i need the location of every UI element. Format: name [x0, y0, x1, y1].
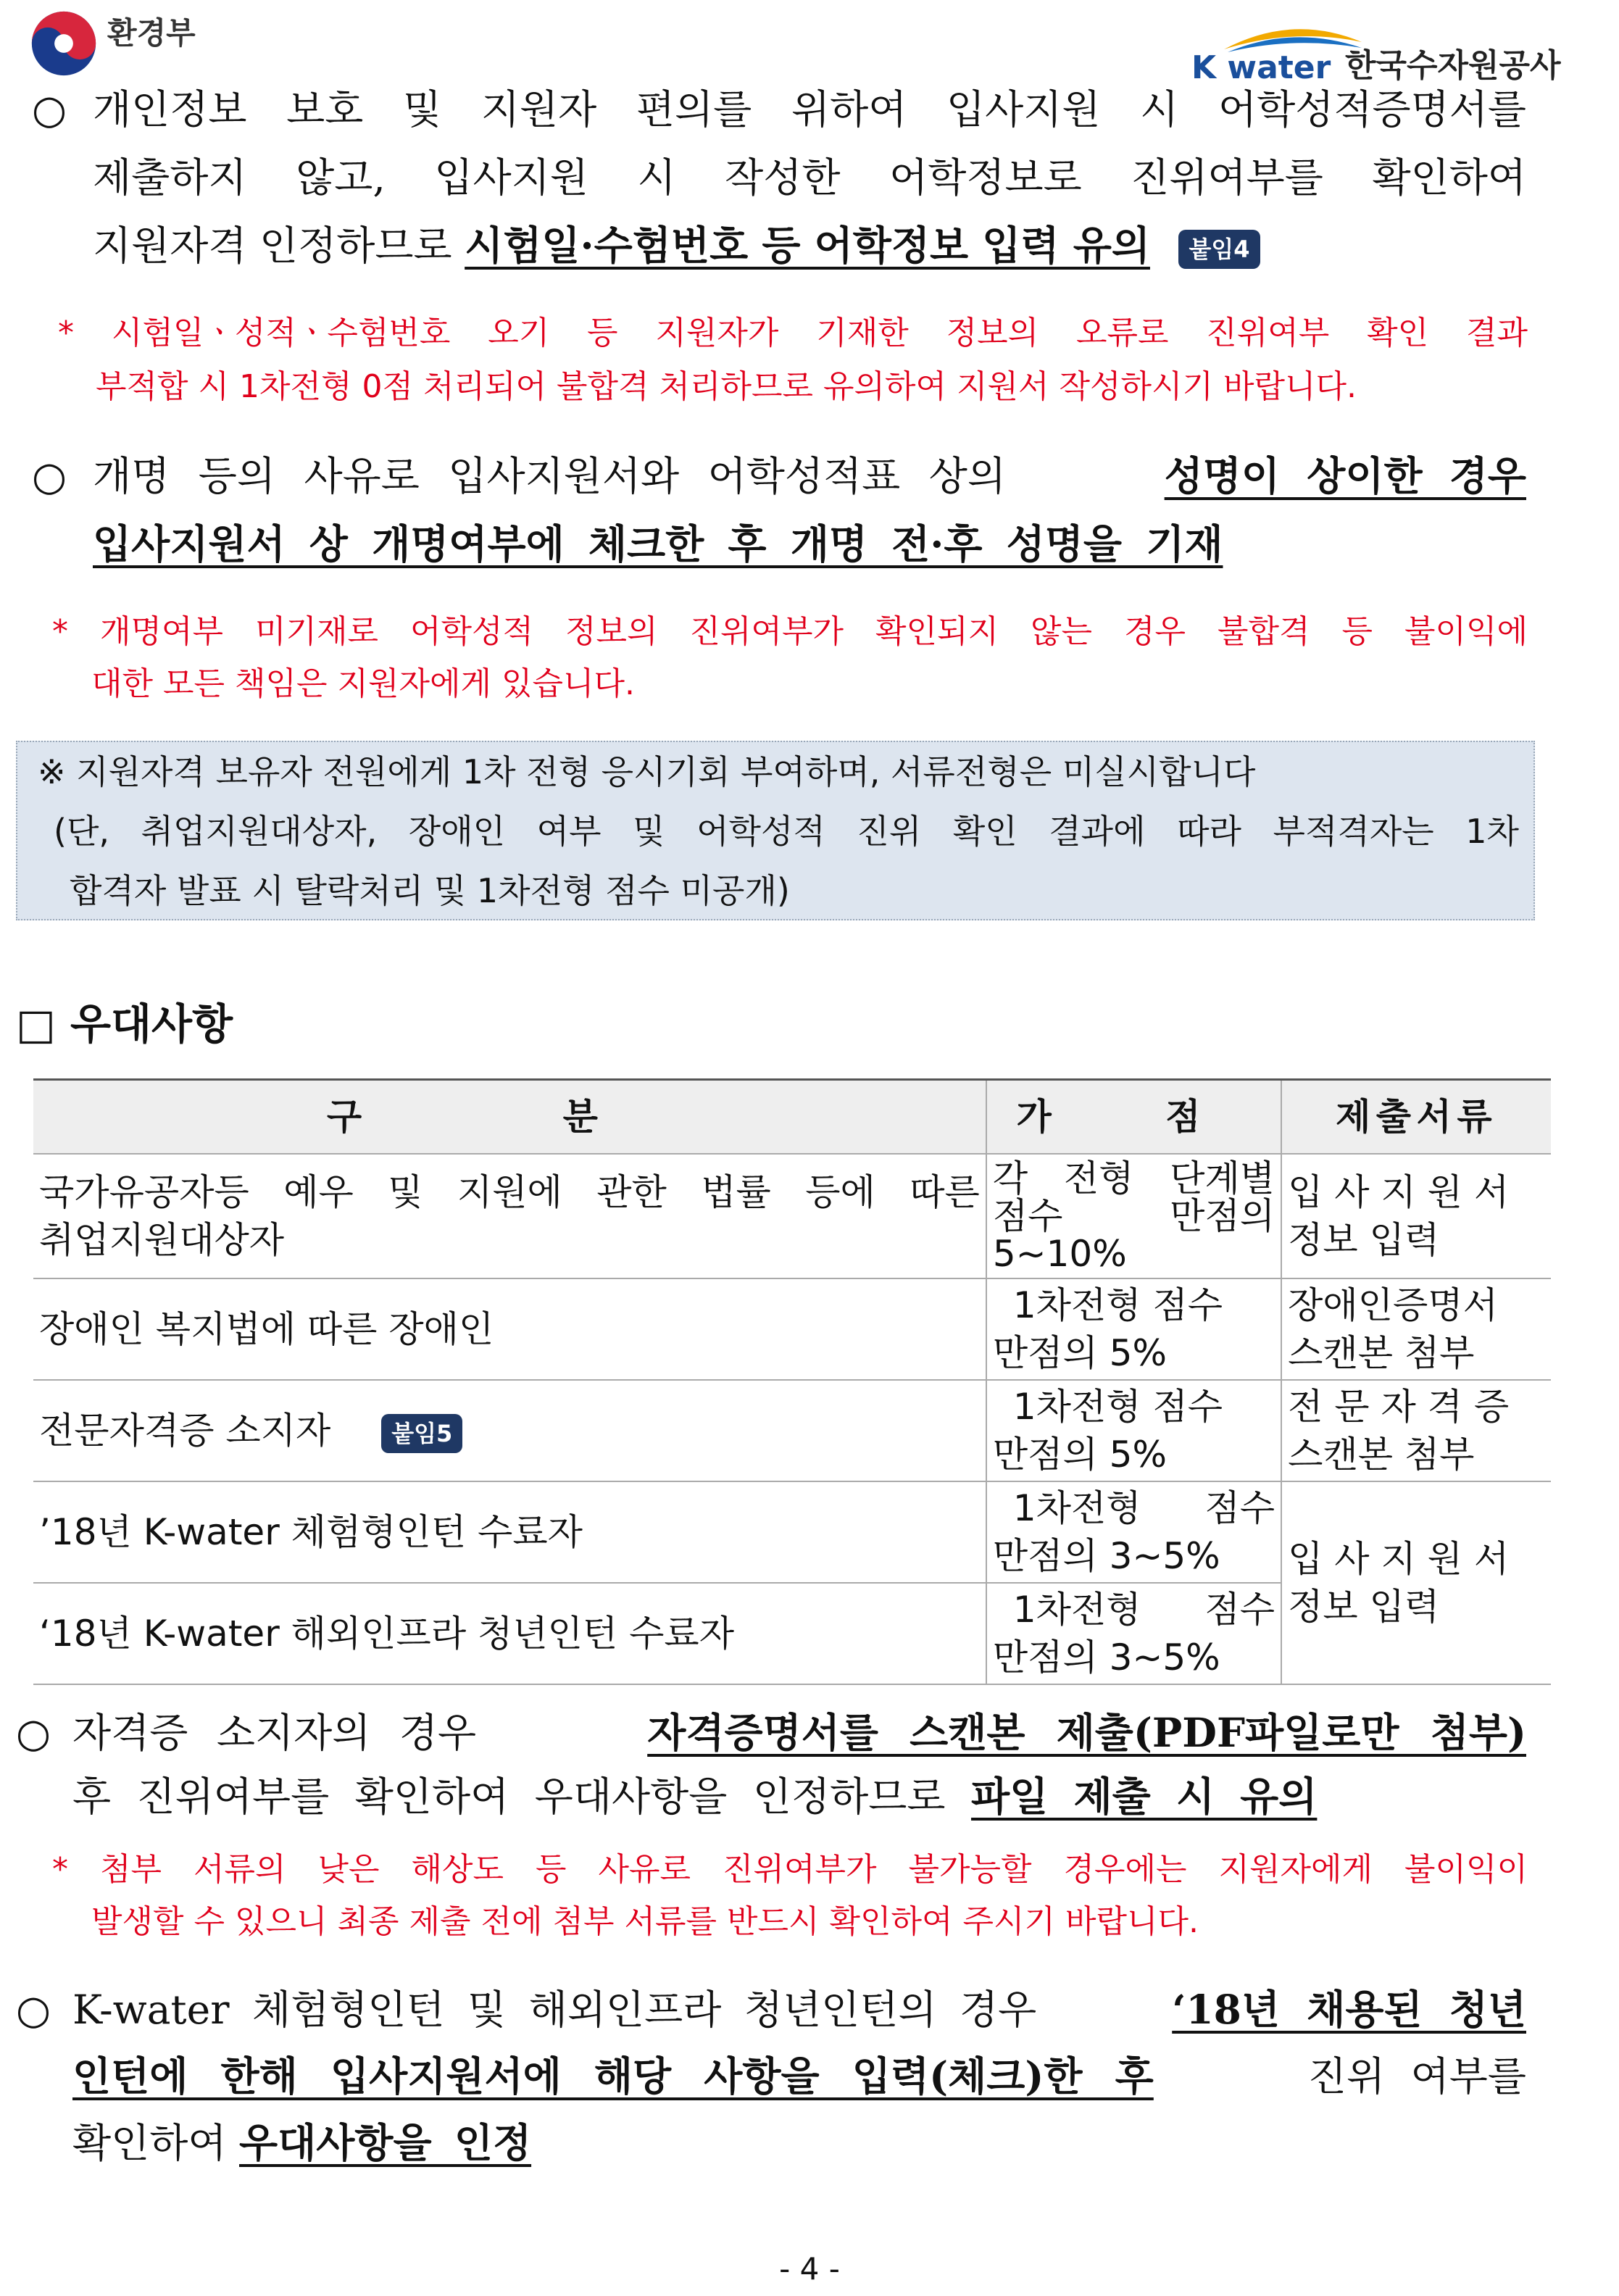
- table-header-row: [33, 1080, 1551, 1155]
- row-documents-line2: 스캔본 첨부: [1288, 1434, 1475, 1476]
- preference-table: [33, 1078, 1551, 1685]
- para3-line1-text: 자격증 소지자의 경우: [72, 1710, 477, 1756]
- table-row: [33, 1481, 1551, 1583]
- taegeuk-emblem-icon: [30, 10, 97, 77]
- boxnote-line1: ※ 지원자격 보유자 전원에게 1차 전형 응시기회 부여하며, 서류전형은 미실시합니다: [38, 752, 1256, 791]
- para2-line2: [93, 510, 1223, 578]
- row-documents: [1281, 1481, 1551, 1684]
- row-points: [986, 1481, 1281, 1583]
- para3-line1: [72, 1699, 1526, 1767]
- notice-box: [16, 741, 1535, 920]
- header-documents: 제출서류: [1281, 1080, 1551, 1155]
- row-documents-line1: 입 사 지 원 서: [1288, 1171, 1510, 1213]
- row-points-line2: 만점의 5%: [992, 1434, 1167, 1476]
- para4-line3: [72, 2109, 549, 2177]
- note3-line1: * 첨부 서류의 낮은 해상도 등 사유로 진위여부가 불가능할 경우에는 지원자에게 불이익이: [52, 1851, 1528, 1888]
- row-documents-line2: 스캔본 첨부: [1288, 1332, 1475, 1374]
- row-points-line1: 각 전형 단계별: [992, 1157, 1275, 1199]
- ministry-name: 환경부: [107, 15, 196, 51]
- table-row: [33, 1154, 1551, 1278]
- row-points: [986, 1278, 1281, 1380]
- attachment5-badge: 붙임5: [381, 1414, 462, 1453]
- para4-line2-emphasis: 인턴에 한해 입사지원서에 해당 사항을 입력(체크)한 후: [72, 2052, 1154, 2100]
- boxnote-line3: 합격자 발표 시 탈락처리 및 1차전형 점수 미공개): [70, 871, 790, 910]
- para1-line3-emphasis: 시험일·수험번호 등 어학정보 입력 유의: [465, 222, 1150, 269]
- para3-line2-text: 후 진위여부를 확인하여 우대사항을 인정하므로: [72, 1773, 972, 1820]
- row-documents-line1: 장애인증명서: [1288, 1284, 1498, 1326]
- para4-line3-emphasis: 우대사항을 인정: [239, 2119, 532, 2166]
- bullet: ○: [32, 453, 67, 499]
- note1-line1: * 시험일ㆍ성적ㆍ수험번호 오기 등 지원자가 기재한 정보의 오류로 진위여부 확인 결과: [58, 315, 1528, 352]
- header-category: 구 분: [33, 1080, 986, 1155]
- para1-line1: 개인정보 보호 및 지원자 편의를 위하여 입사지원 시 어학성적증명서를: [93, 86, 1526, 133]
- row-points-line2: 만점의 3~5%: [992, 1636, 1220, 1679]
- ministry-logo: [30, 7, 196, 80]
- row-documents-line1: 전 문 자 격 증: [1288, 1386, 1510, 1428]
- page-number: - 4 -: [779, 2251, 840, 2287]
- row-points: [986, 1154, 1281, 1278]
- header-points: 가 점: [986, 1080, 1281, 1155]
- bullet: ○: [32, 86, 67, 133]
- row-documents: [1281, 1380, 1551, 1481]
- para4-line1-text: K-water 체험형인턴 및 해외인프라 청년인턴의 경우: [72, 1987, 1037, 2033]
- note1-line2: 부적합 시 1차전형 0점 처리되어 불합격 처리하므로 유의하여 지원서 작성하시기 바랍니다.: [96, 368, 1357, 405]
- row-item: [33, 1380, 986, 1481]
- row-points: [986, 1583, 1281, 1684]
- row-points-line1: 1차전형 점수: [1012, 1386, 1223, 1428]
- note2-line2: 대한 모든 책임은 지원자에게 있습니다.: [91, 665, 635, 702]
- table-row: [33, 1380, 1551, 1481]
- para1-line3: [93, 212, 1260, 280]
- para4-line1-emphasis: ‘18년 채용된 청년: [1172, 1986, 1526, 2033]
- para2-line2-emphasis: 입사지원서 상 개명여부에 체크한 후 개명 전·후 성명을 기재: [93, 520, 1223, 567]
- row-points-line3: 5~10%: [992, 1233, 1127, 1275]
- table-row: [33, 1278, 1551, 1380]
- row-item: ’18년 K-water 체험형인턴 수료자: [33, 1481, 986, 1583]
- boxnote-line2: (단, 취업지원대상자, 장애인 여부 및 어학성적 진위 확인 결과에 따라 부적격자는 1차: [54, 812, 1519, 851]
- note3-line2: 발생할 수 있으니 최종 제출 전에 첨부 서류를 반드시 확인하여 주시기 바랍니다.: [91, 1903, 1199, 1940]
- para3-line1-emphasis: 자격증명서를 스캔본 제출(PDF파일로만 첨부): [647, 1709, 1526, 1756]
- para3-line2: [72, 1763, 1317, 1831]
- para2-line1-text: 개명 등의 사유로 입사지원서와 어학성적표 상의: [93, 453, 1007, 499]
- row-item: [33, 1154, 986, 1278]
- row-points-line2: 만점의 3~5%: [992, 1535, 1220, 1577]
- row-documents-line1: 입 사 지 원 서: [1288, 1538, 1510, 1580]
- kwater-brand: K water: [1191, 49, 1331, 86]
- bullet: ○: [16, 1987, 51, 2033]
- para3-line2-emphasis: 파일 제출 시 유의: [971, 1773, 1318, 1820]
- para2-line1: [93, 442, 1526, 510]
- row-points: [986, 1380, 1281, 1481]
- row-documents: [1281, 1278, 1551, 1380]
- note2-line1: * 개명여부 미기재로 어학성적 정보의 진위여부가 확인되지 않는 경우 불합격 등 불이익에: [52, 613, 1528, 650]
- para1-line3-text: 지원자격 인정하므로: [93, 222, 465, 269]
- para4-line3-text: 확인하여: [72, 2120, 240, 2166]
- attachment4-badge: 붙임4: [1178, 230, 1260, 269]
- row-points-line1: 1차전형 점수: [1012, 1589, 1275, 1631]
- row-points-line1: 1차전형 점수: [1012, 1487, 1275, 1529]
- row-documents-line2: 정보 입력: [1288, 1586, 1440, 1628]
- row-documents: [1281, 1154, 1551, 1278]
- kwater-name: 한국수자원공사: [1345, 47, 1561, 84]
- row-points-line1: 1차전형 점수: [1012, 1284, 1223, 1326]
- row-item: 장애인 복지법에 따른 장애인: [33, 1278, 986, 1380]
- row-item: ‘18년 K-water 해외인프라 청년인턴 수료자: [33, 1583, 986, 1684]
- bullet: ○: [16, 1710, 51, 1756]
- para4-line2-text: 진위 여부를: [1307, 2053, 1526, 2100]
- section-title-preferences: □ 우대사항: [16, 999, 233, 1049]
- row-points-line2: 점수 만점의: [992, 1195, 1275, 1237]
- para4-line1: [72, 1976, 1526, 2044]
- row-documents-line2: 정보 입력: [1288, 1219, 1440, 1261]
- row-points-line2: 만점의 5%: [992, 1332, 1167, 1374]
- para1-line2: 제출하지 않고, 입사지원 시 작성한 어학정보로 진위여부를 확인하여: [93, 154, 1526, 201]
- para2-line1-emphasis: 성명이 상이한 경우: [1164, 452, 1526, 499]
- row-item-text: 전문자격증 소지자: [39, 1410, 331, 1452]
- row-item-line1: 국가유공자등 예우 및 지원에 관한 법률 등에 따른: [39, 1171, 980, 1213]
- kwater-logo: [1191, 20, 1568, 86]
- row-item-line2: 취업지원대상자: [39, 1219, 285, 1261]
- para4-line2: [72, 2042, 1526, 2110]
